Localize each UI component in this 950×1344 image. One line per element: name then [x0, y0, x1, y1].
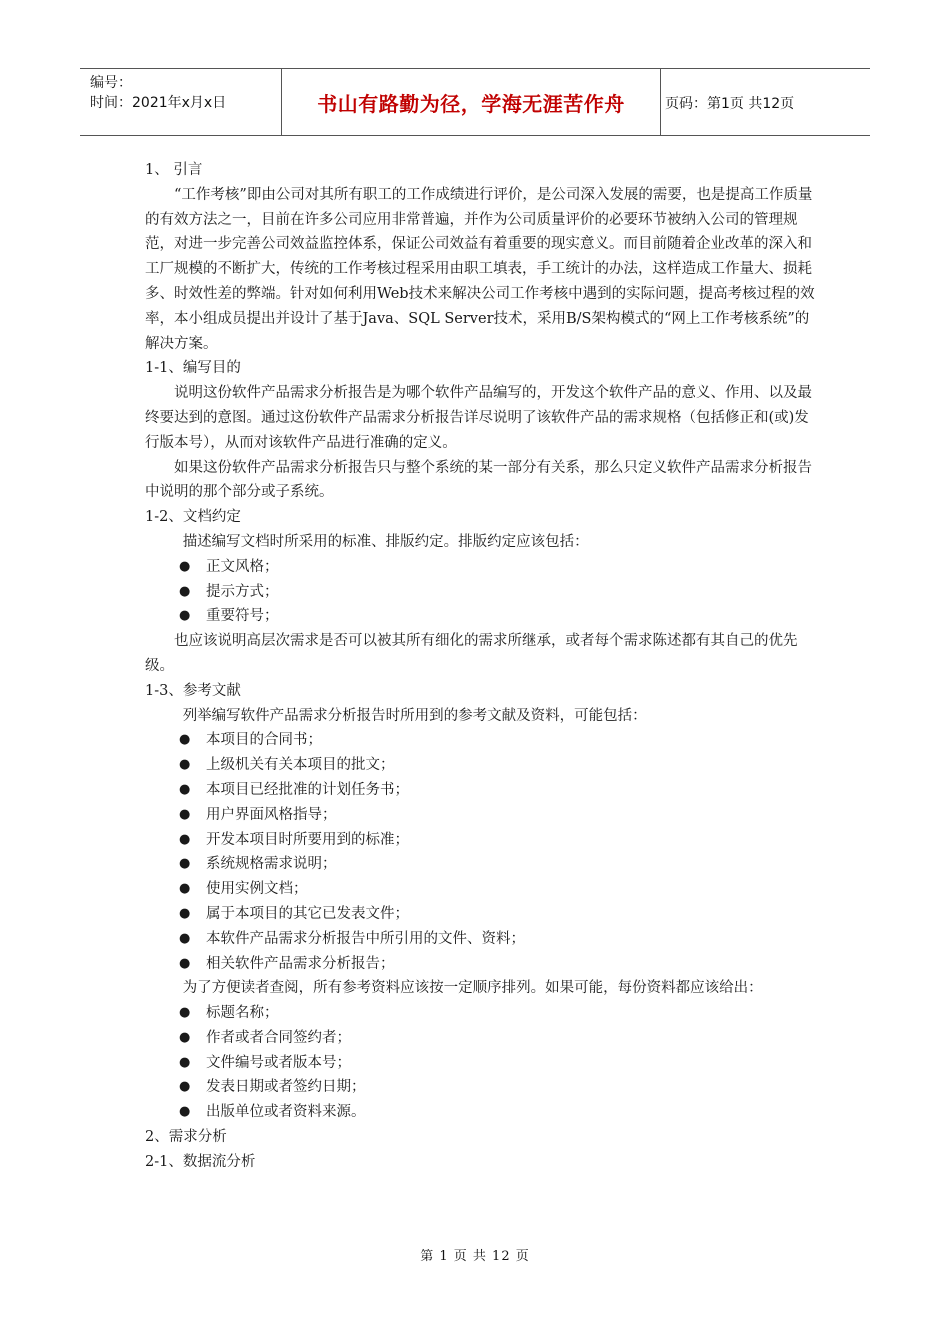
list-item: ● 系统规格需求说明；	[145, 852, 815, 877]
list-item: ● 标题名称；	[145, 1001, 815, 1026]
bullet-icon: ●	[179, 806, 191, 822]
section-heading: 1-1、编写目的	[145, 360, 241, 377]
paragraph: 如果这份软件产品需求分析报告只与整个系统的某一部分有关系，那么只定义软件产品需求分析报告中说明的那个部分或子系统。	[145, 459, 812, 501]
list-item: ● 本项目的合同书；	[145, 728, 815, 753]
paragraph: 说明这份软件产品需求分析报告是为哪个软件产品编写的，开发这个软件产品的意义、作用、以及最终要达到的意图。通过这份软件产品需求分析报告详尽说明了该软件产品的需求规格（包括修正和(或)发行版本号），从而对该软件产品进行准确的定义。	[145, 385, 812, 451]
list-item: ● 提示方式；	[145, 580, 815, 605]
paragraph: 也应该说明高层次需求是否可以被其所有细化的需求所继承，或者每个需求陈述都有其自己的优先级。	[145, 633, 798, 674]
list-item: ● 使用实例文档；	[145, 877, 815, 902]
list-item: ● 上级机关有关本项目的批文；	[145, 753, 815, 778]
bullet-icon: ●	[179, 1079, 191, 1095]
list-item: ● 开发本项目时所要用到的标准；	[145, 828, 815, 853]
section-heading: 2-1、数据流分析	[145, 1153, 256, 1170]
bullet-icon: ●	[179, 1054, 191, 1070]
section-heading: 2、需求分析	[145, 1129, 227, 1146]
section-heading: 1-2、文档约定	[145, 509, 241, 526]
bullet-icon: ●	[179, 1104, 191, 1120]
list-item: ● 用户界面风格指导；	[145, 803, 815, 828]
bullet-icon: ●	[179, 905, 191, 921]
document-number-label: 编号：	[90, 75, 132, 91]
bullet-icon: ●	[179, 930, 191, 946]
list-item: ● 本软件产品需求分析报告中所引用的文件、资料；	[145, 927, 815, 952]
bullet-icon: ●	[179, 856, 191, 872]
bullet-icon: ●	[179, 757, 191, 773]
paragraph: “工作考核”即由公司对其所有职工的工作成绩进行评价，是公司深入发展的需要，也是提高工作质量的有效方法之一，目前在许多公司应用非常普遍，并作为公司质量评价的必要环节被纳入公司的管理规范，对进一步完善公司效益监控体系，保证公司效益有着重要的现实意义。而目前随着企业改革的深入和工厂规模的不断扩大，传统的工作考核过程采用由职工填表，手工统计的办法，这样造成工作量大、损耗多、时效性差的弊端。针对如何利用Web技术来解决公司工作考核中遇到的实际问题，提高考核过程的效率，本小组成员提出并设计了基于Java、SQL Server技术，采用B/S架构模式的“网上工作考核系统”的解决方案。	[145, 186, 815, 352]
paragraph: 描述编写文档时所采用的标准、排版约定。排版约定应该包括：	[182, 533, 589, 550]
paragraph: 列举编写软件产品需求分析报告时所用到的参考文献及资料，可能包括：	[182, 707, 647, 724]
paragraph: 为了方便读者查阅，所有参考资料应该按一定顺序排列。如果可能，每份资料都应该给出：	[182, 980, 763, 997]
list-item: ● 属于本项目的其它已发表文件；	[145, 902, 815, 927]
list-item: ● 本项目已经批准的计划任务书；	[145, 778, 815, 803]
section-heading: 1-3、参考文献	[145, 682, 241, 699]
bullet-icon: ●	[179, 1029, 191, 1045]
header-divider	[660, 69, 661, 136]
header-motto: 书山有路勤为径，学海无涯苦作舟	[317, 92, 625, 116]
list-item: ● 出版单位或者资料来源。	[145, 1100, 815, 1125]
list-item: ● 发表日期或者签约日期；	[145, 1075, 815, 1100]
bullet-icon: ●	[179, 732, 191, 748]
page-header	[80, 68, 870, 136]
document-body	[145, 158, 815, 1175]
page-footer: 第 1 页 共 12 页	[420, 1249, 530, 1264]
bullet-icon: ●	[179, 831, 191, 847]
list-item: ● 重要符号；	[145, 604, 815, 629]
list-item: ● 相关软件产品需求分析报告；	[145, 952, 815, 977]
list-item: ● 文件编号或者版本号；	[145, 1051, 815, 1076]
document-time-label: 时间：2021年x月x日	[90, 95, 227, 111]
bullet-icon: ●	[179, 1005, 191, 1021]
header-page-info: 页码：第1页 共12页	[665, 95, 795, 112]
header-meta	[90, 73, 280, 113]
bullet-icon: ●	[179, 881, 191, 897]
list-item: ● 正文风格；	[145, 555, 815, 580]
list-item: ● 作者或者合同签约者；	[145, 1026, 815, 1051]
section-heading: 1、 引言	[145, 162, 203, 178]
bullet-icon: ●	[179, 558, 191, 574]
bullet-icon: ●	[179, 781, 191, 797]
bullet-icon: ●	[179, 583, 191, 599]
bullet-icon: ●	[179, 608, 191, 624]
bullet-icon: ●	[179, 955, 191, 971]
